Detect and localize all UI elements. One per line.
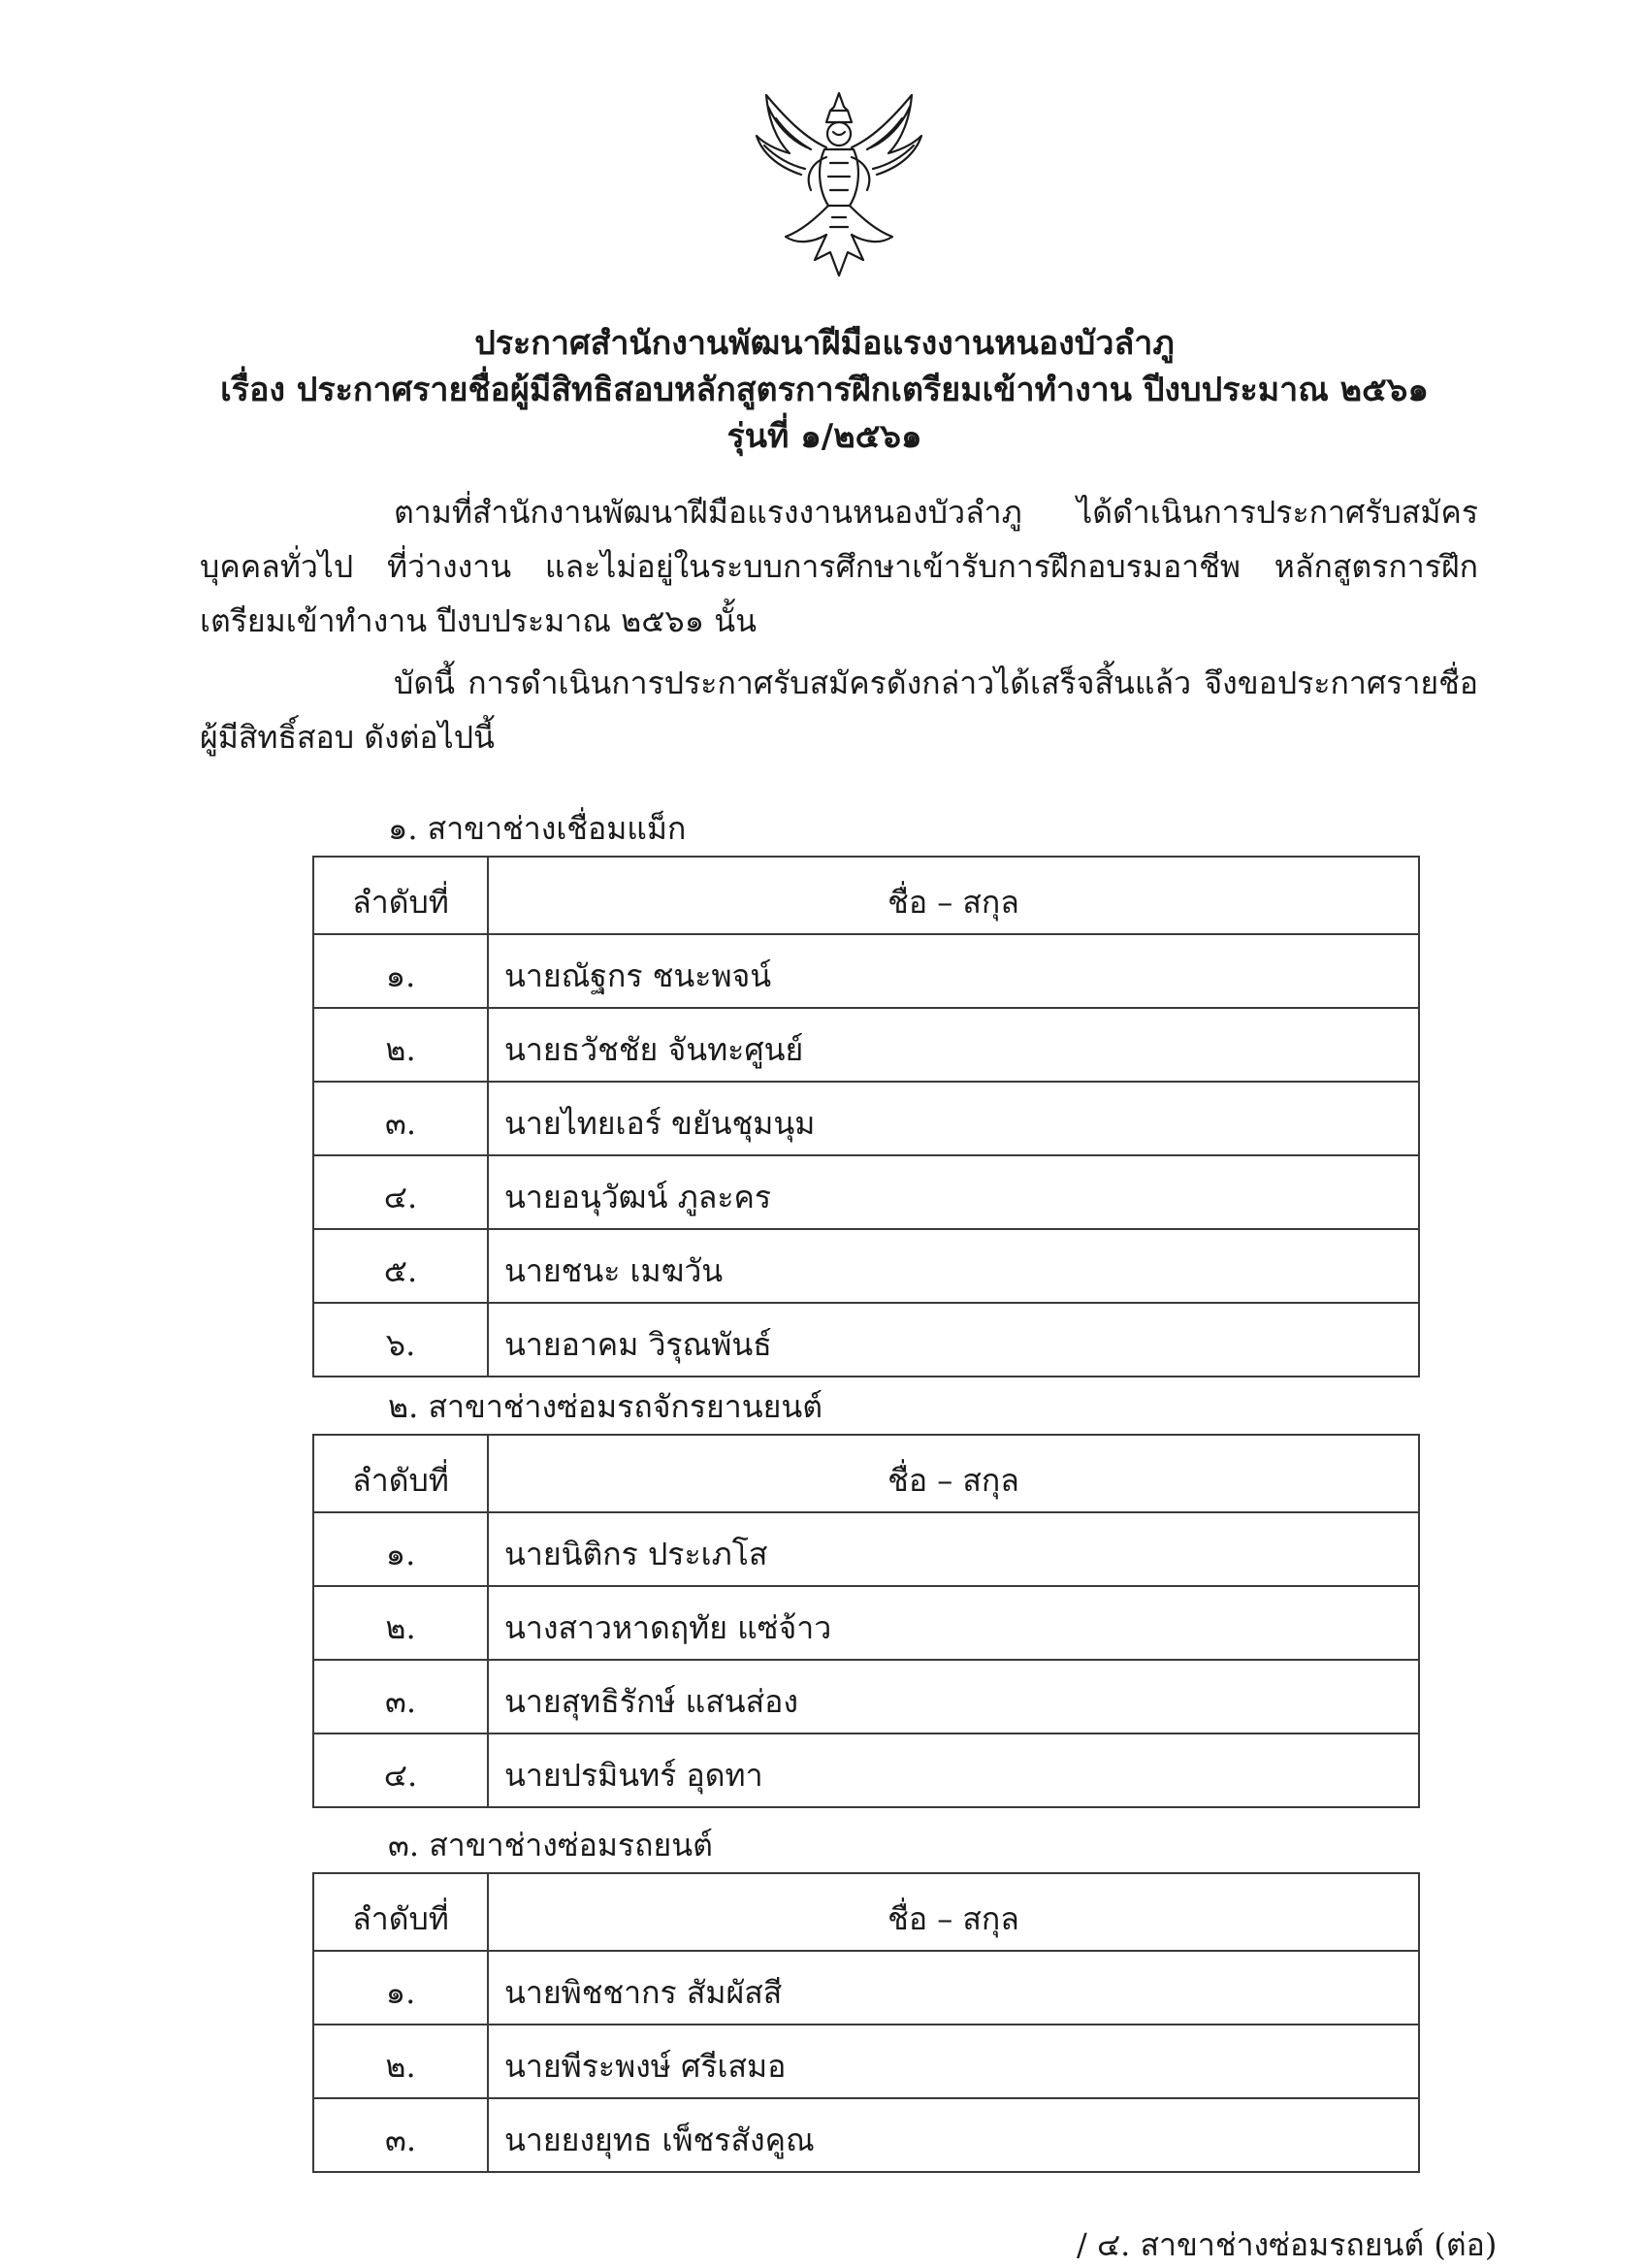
name-table-welding <box>312 856 1420 1377</box>
row-number: ๒. <box>313 2025 488 2098</box>
announcement-subject: เรื่อง ประกาศรายชื่อผู้มีสิทธิสอบหลักสูตรการฝึกเตรียมเข้าทำงาน ปีงบประมาณ ๒๕๖๑ <box>220 371 1429 409</box>
row-name: นายชนะ เมฆวัน <box>488 1229 1419 1303</box>
row-number: ๑. <box>313 934 488 1008</box>
row-name: นายธวัชชัย จันทะศูนย์ <box>488 1008 1419 1082</box>
header-name: ชื่อ – สกุล <box>488 1873 1419 1951</box>
table-row <box>313 2098 1419 2172</box>
intro-paragraph <box>200 485 1478 648</box>
row-number: ๔. <box>313 1733 488 1807</box>
table-row <box>313 1733 1419 1807</box>
header-order: ลำดับที่ <box>313 1873 488 1951</box>
announcement-batch: รุ่นที่ ๑/๒๕๖๑ <box>726 417 922 456</box>
row-number: ๓. <box>313 2098 488 2172</box>
section-title-welding: ๑. สาขาช่างเชื่อมแม็ก <box>388 810 687 847</box>
table-row <box>313 1303 1419 1377</box>
table-row <box>313 1660 1419 1733</box>
row-number: ๑. <box>313 1951 488 2025</box>
row-name: นายอาคม วิรุณพันธ์ <box>488 1303 1419 1377</box>
section-title-motorcycle-repair: ๒. สาขาช่างซ่อมรถจักรยานยนต์ <box>388 1388 822 1425</box>
name-table-car-repair <box>312 1872 1420 2173</box>
table-header-row <box>313 1435 1419 1512</box>
row-number: ๓. <box>313 1660 488 1733</box>
row-number: ๒. <box>313 1586 488 1660</box>
table-row <box>313 1229 1419 1303</box>
table-row <box>313 1586 1419 1660</box>
table-row <box>313 1155 1419 1229</box>
row-name: นายไทยเอร์ ขยันชุมนุม <box>488 1082 1419 1155</box>
row-name: นายณัฐกร ชนะพจน์ <box>488 934 1419 1008</box>
header-name: ชื่อ – สกุล <box>488 1435 1419 1512</box>
continuation-note: / ๔. สาขาช่างซ่อมรถยนต์ (ต่อ) <box>1077 2226 1498 2263</box>
result-paragraph <box>200 656 1478 764</box>
table-row <box>313 2025 1419 2098</box>
name-table-motorcycle-repair <box>312 1434 1420 1808</box>
row-name: นายนิติกร ประเภโส <box>488 1512 1419 1586</box>
table-row <box>313 1008 1419 1082</box>
header-order: ลำดับที่ <box>313 857 488 934</box>
header-name: ชื่อ – สกุล <box>488 857 1419 934</box>
garuda-emblem-icon <box>747 89 931 283</box>
table-row <box>313 1951 1419 2025</box>
announcement-title: ประกาศสำนักงานพัฒนาฝีมือแรงงานหนองบัวลำภู <box>474 324 1175 363</box>
table-row <box>313 1512 1419 1586</box>
row-name: นายปรมินทร์ อุดทา <box>488 1733 1419 1807</box>
table-row <box>313 1082 1419 1155</box>
row-name: นายสุทธิรักษ์ แสนส่อง <box>488 1660 1419 1733</box>
row-name: นายพิชชากร สัมผัสสี <box>488 1951 1419 2025</box>
row-name: นางสาวหาดฤทัย แซ่จ้าว <box>488 1586 1419 1660</box>
row-name: นายยงยุทธ เพ็ชรสังคูณ <box>488 2098 1419 2172</box>
section-title-car-repair: ๓. สาขาช่างซ่อมรถยนต์ <box>388 1827 713 1863</box>
result-paragraph-text: บัดนี้ การดำเนินการประกาศรับสมัครดังกล่าวได้เสร็จสิ้นแล้ว จึงขอประกาศรายชื่อ ผู้มีสิทธิ์สอบ ดังต่อไปนี้ <box>200 664 1478 756</box>
row-number: ๕. <box>313 1229 488 1303</box>
row-name: นายพีระพงษ์ ศรีเสมอ <box>488 2025 1419 2098</box>
row-number: ๒. <box>313 1008 488 1082</box>
row-number: ๔. <box>313 1155 488 1229</box>
table-row <box>313 934 1419 1008</box>
row-number: ๖. <box>313 1303 488 1377</box>
row-number: ๑. <box>313 1512 488 1586</box>
table-header-row <box>313 857 1419 934</box>
row-name: นายอนุวัฒน์ ภูละคร <box>488 1155 1419 1229</box>
header-order: ลำดับที่ <box>313 1435 488 1512</box>
row-number: ๓. <box>313 1082 488 1155</box>
intro-paragraph-text: ตามที่สำนักงานพัฒนาฝีมือแรงงานหนองบัวลำภู ได้ดำเนินการประกาศรับสมัครบุคคลทั่วไป ที่ว่างงาน และไม่อยู่ในระบบการศึกษาเข้ารับการฝึกอบรมอาชีพ หลักสูตรการฝึกเตรียมเข้าทำงาน ปีงบประมาณ ๒๕๖๑ นั้น <box>200 494 1478 639</box>
table-header-row <box>313 1873 1419 1951</box>
